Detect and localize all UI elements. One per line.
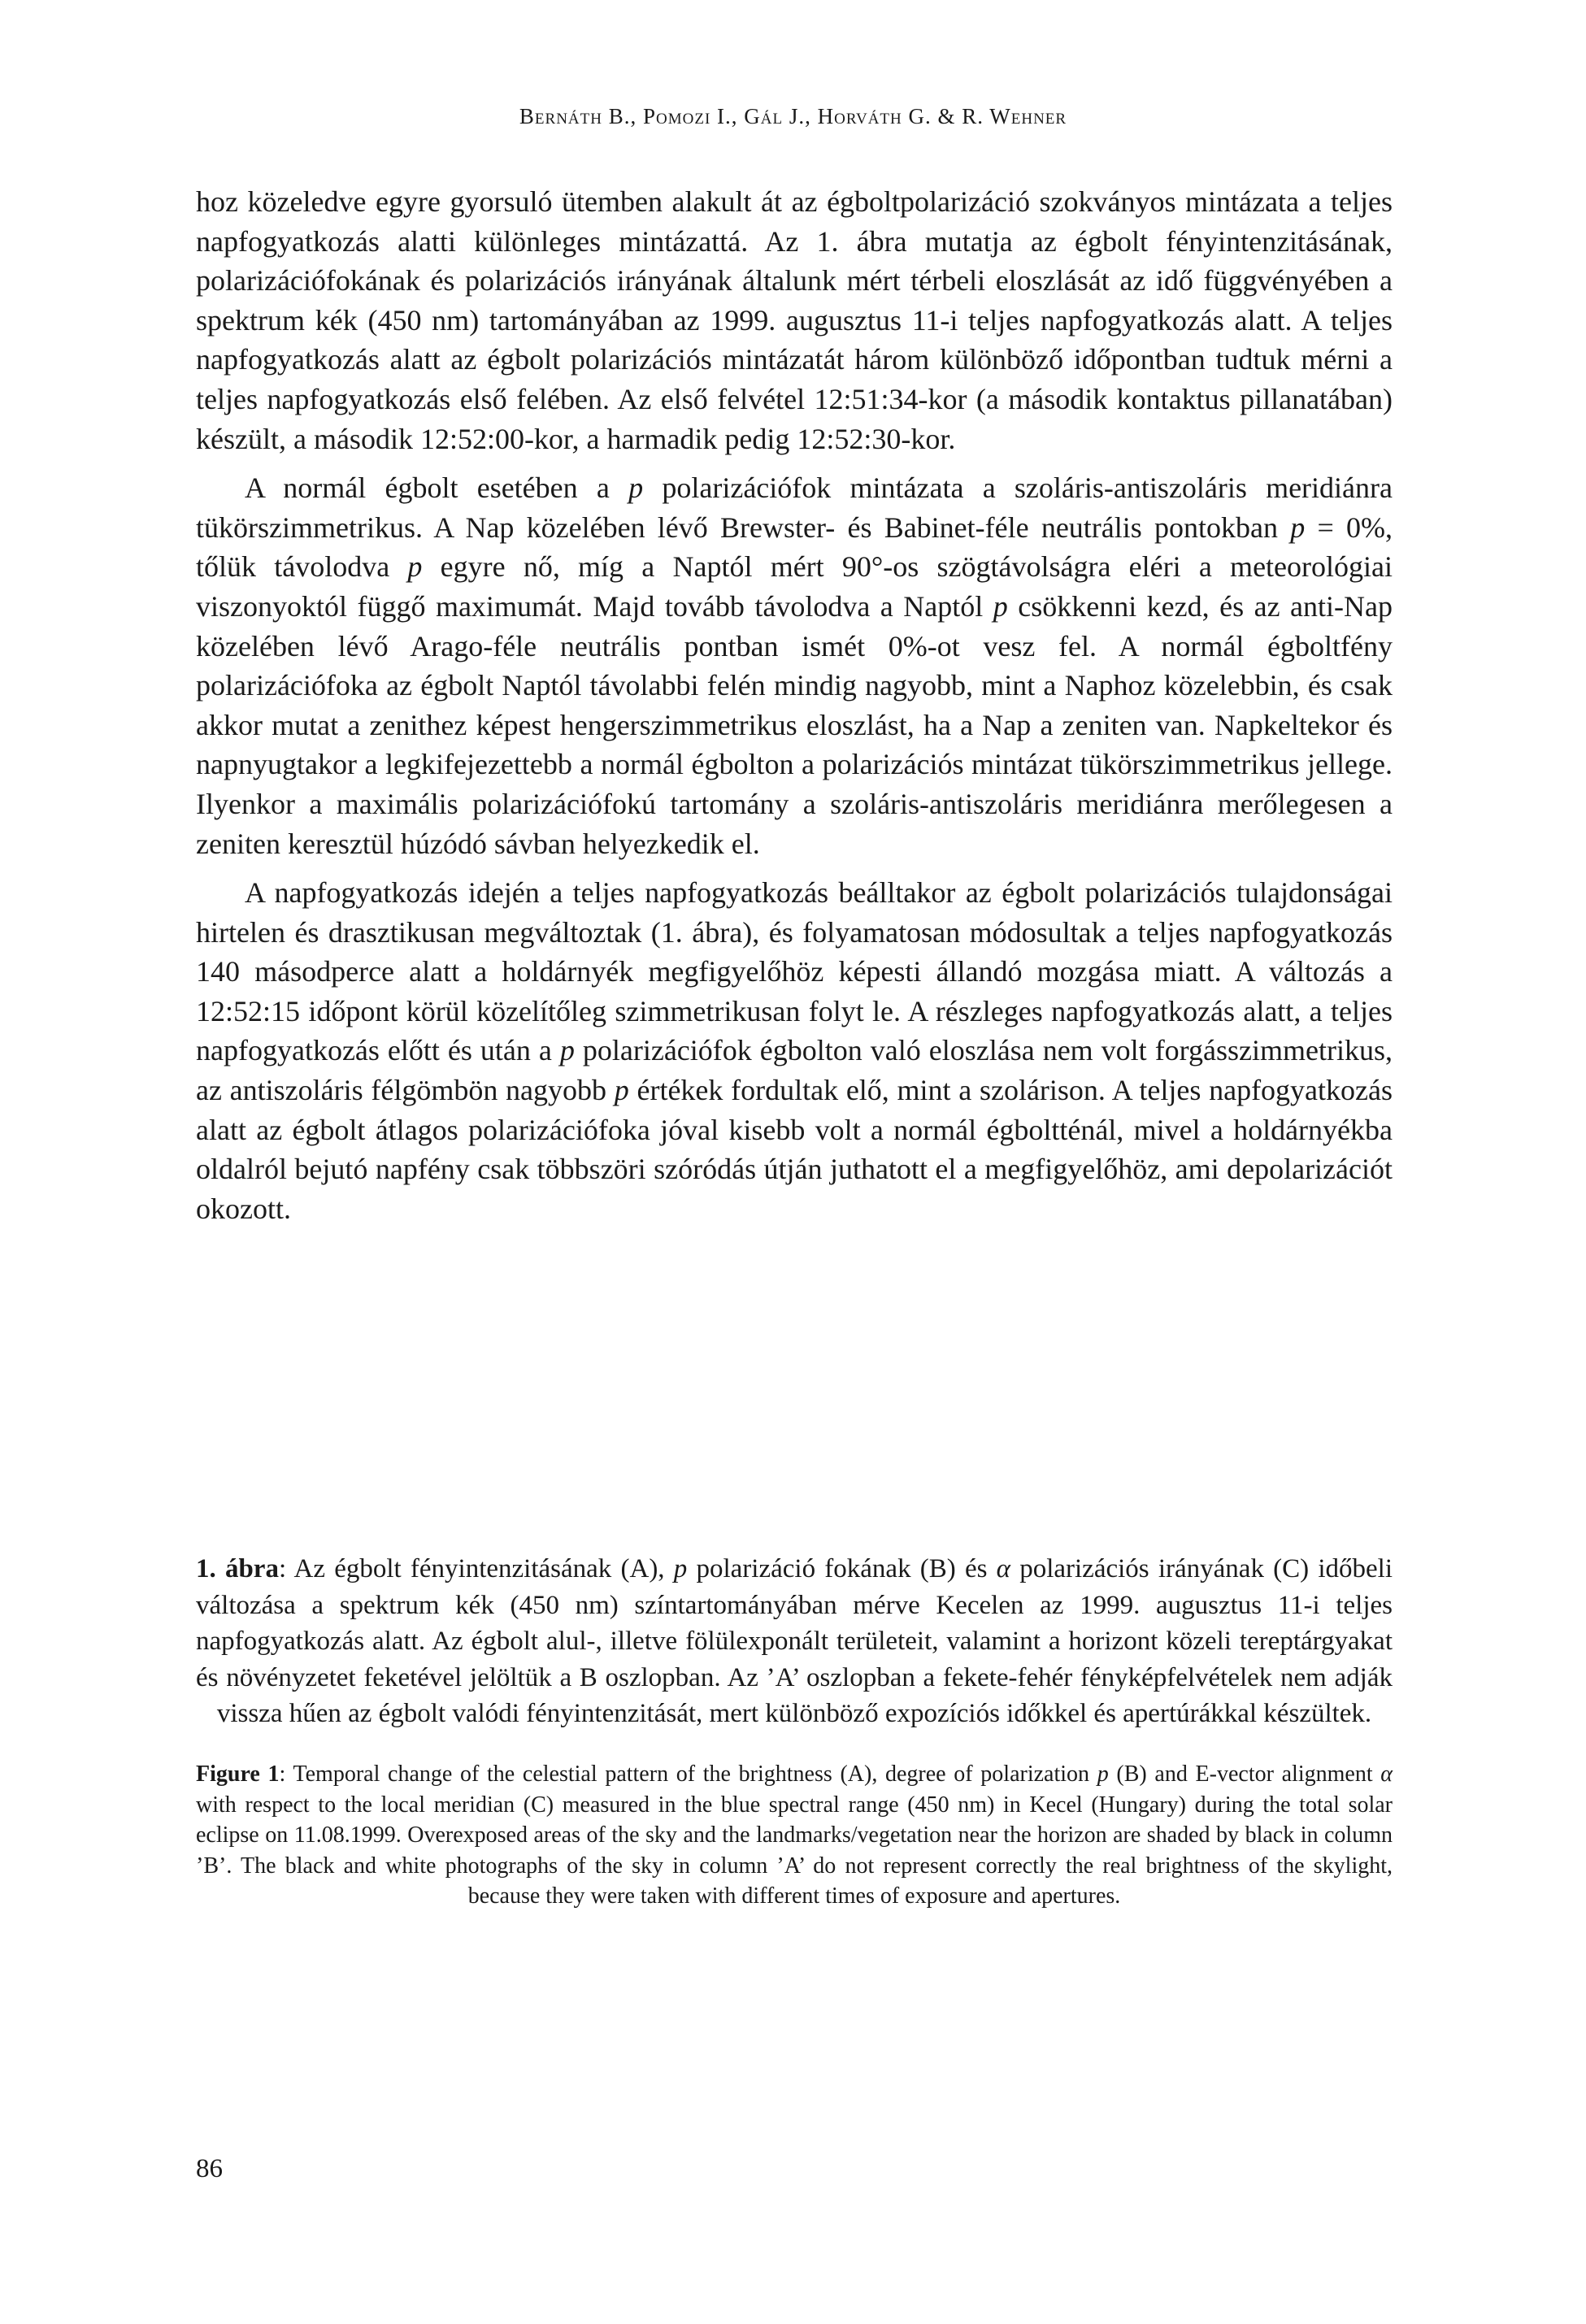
text-run: polarizációs irányának (C) időbeli változása a spektrum kék (450 nm) színtartományában mérve Kecelen az 1999. augusztus 11-i teljes napfogyatkozás alatt. Az égbolt alul-, illetve fölülexponált területeit, valamint a horizont közeli tereptárgyakat és növényzetet feketével jelöltük a B oszlopban. Az ’A’ oszlopban a fekete-fehér fényképfelvételek nem adják vissza hűen az égbolt valódi fényintenzitását, mert különböző expozíciós időkkel és apertúrákkal készültek. xyxy=(196,1554,1393,1729)
italic-symbol: α xyxy=(1380,1761,1393,1787)
caption-label-hungarian: 1. ábra xyxy=(196,1554,279,1583)
figure-caption-hungarian xyxy=(196,1551,1393,1732)
italic-symbol: p xyxy=(1290,510,1306,544)
text-run: polarizáció fokának (B) és xyxy=(687,1554,997,1583)
text-run: : Az égbolt fényintenzitásának (A), xyxy=(278,1554,674,1583)
paragraph-3 xyxy=(196,873,1393,1228)
italic-symbol: p xyxy=(993,589,1008,623)
text-run: A napfogyatkozás idején a teljes napfogyatkozás beálltakor az égbolt polarizációs tulajdonságai hirtelen és drasztikusan megváltoztak (1. ábra), és folyamatosan módosultak a teljes napfogyatkozás 140 másodperce alatt a holdárnyék megfigyelőhöz képesti állandó mozgása miatt. A változás a 12:52:15 időpont körül közelítőleg szimmetrikusan folyt le. A részleges napfogyatkozás alatt, a teljes napfogyatkozás előtt és után a xyxy=(196,876,1393,1067)
text-run: : Temporal change of the celestial pattern of the brightness (A), degree of polarization xyxy=(279,1761,1097,1787)
running-header: Bernáth B., Pomozi I., Gál J., Horváth G. & R. Wehner xyxy=(519,104,1067,128)
text-run: A normál égbolt esetében a xyxy=(245,471,629,505)
italic-symbol: α xyxy=(996,1554,1010,1583)
italic-symbol: p xyxy=(559,1034,575,1067)
paragraph-1 xyxy=(196,182,1393,458)
text-run: polarizációfok égbolton való eloszlása nem volt forgásszimmetrikus, az antiszoláris félgömbön nagyobb xyxy=(196,1034,1393,1107)
italic-symbol: p xyxy=(407,550,423,584)
text-run: = 0%, tőlük távolodva xyxy=(196,510,1393,584)
text-run: with respect to the local meridian (C) measured in the blue spectral range (450 nm) in Kecel (Hungary) during the total solar eclipse on 11.08.1999. Overexposed areas of the sky and the landmarks/vegetation near the horizon are shaded by black in column ’B’. The black and white photographs of the sky in column ’A’ do not represent correctly the real brightness of the skylight, because they were taken with different times of exposure and apertures. xyxy=(196,1792,1393,1909)
italic-symbol: p xyxy=(614,1074,629,1107)
italic-symbol: p xyxy=(628,471,644,505)
body-text xyxy=(196,182,1393,1228)
text-run: (B) and E-vector alignment xyxy=(1108,1761,1381,1787)
page-number: 86 xyxy=(196,2154,223,2183)
italic-symbol: p xyxy=(1097,1761,1109,1787)
text-run: csökkenni kezd, és az anti-Nap közelében lévő Arago-féle neutrális pontban ismét 0%-ot vesz fel. A normál égboltfény polarizációfoka az égbolt Naptól távolabbi felén mindig nagyobb, mint a Naphoz közelebbin, és csak akkor mutat a zenithez képest hengerszimmetrikus eloszlást, ha a Nap a zeniten van. Napkeltekor és napnyugtakor a legkifejezettebb a normál égbolton a polarizációs mintázat tükörszimmetrikus jellege. Ilyenkor a maximális polarizációfokú tartomány a szoláris-antiszoláris meridiánra merőlegesen a zeniten keresztül húzódó sávban helyezkedik el. xyxy=(196,589,1393,860)
text-run: értékek fordultak elő, mint a szolárison. A teljes napfogyatkozás alatt az égbolt átlagos polarizációfoka jóval kisebb volt a normál égboltténál, mivel a holdárnyékba oldalról bejutó napfény csak többszöri szóródás útján juthatott el a megfigyelőhöz, ami depolarizációt okozott. xyxy=(196,1074,1393,1225)
italic-symbol: p xyxy=(673,1554,688,1583)
figure-caption-english xyxy=(196,1759,1393,1912)
paragraph-2 xyxy=(196,468,1393,863)
caption-text-hungarian xyxy=(196,1554,1393,1728)
text-run: polarizációfok mintázata a szoláris-antiszoláris meridiánra tükörszimmetrikus. A Nap közelében lévő Brewster- és Babinet-féle neutrális pontokban xyxy=(196,471,1393,544)
text-run: egyre nő, míg a Naptól mért 90°-os szögtávolságra eléri a meteorológiai viszonyoktól függő maximumát. Majd tovább távolodva a Naptól xyxy=(196,550,1393,623)
caption-label-english: Figure 1 xyxy=(196,1761,280,1787)
text-run: hoz közeledve egyre gyorsuló ütemben alakult át az égboltpolarizáció szokványos mintázata a teljes napfogyatkozás alatti különleges mintázattá. Az 1. ábra mutatja az égbolt fényintenzitásának, polarizációfokának és polarizációs irányának általunk mért térbeli eloszlását az idő függvényében a spektrum kék (450 nm) tartományában az 1999. augusztus 11-i teljes napfogyatkozás alatt. A teljes napfogyatkozás alatt az égbolt polarizációs mintázatát három különböző időpontban tudtuk mérni a teljes napfogyatkozás első felében. Az első felvétel 12:51:34-kor (a második kontaktus pillanatában) készült, a második 12:52:00-kor, a harmadik pedig 12:52:30-kor. xyxy=(196,185,1393,455)
caption-text-english xyxy=(196,1761,1393,1909)
